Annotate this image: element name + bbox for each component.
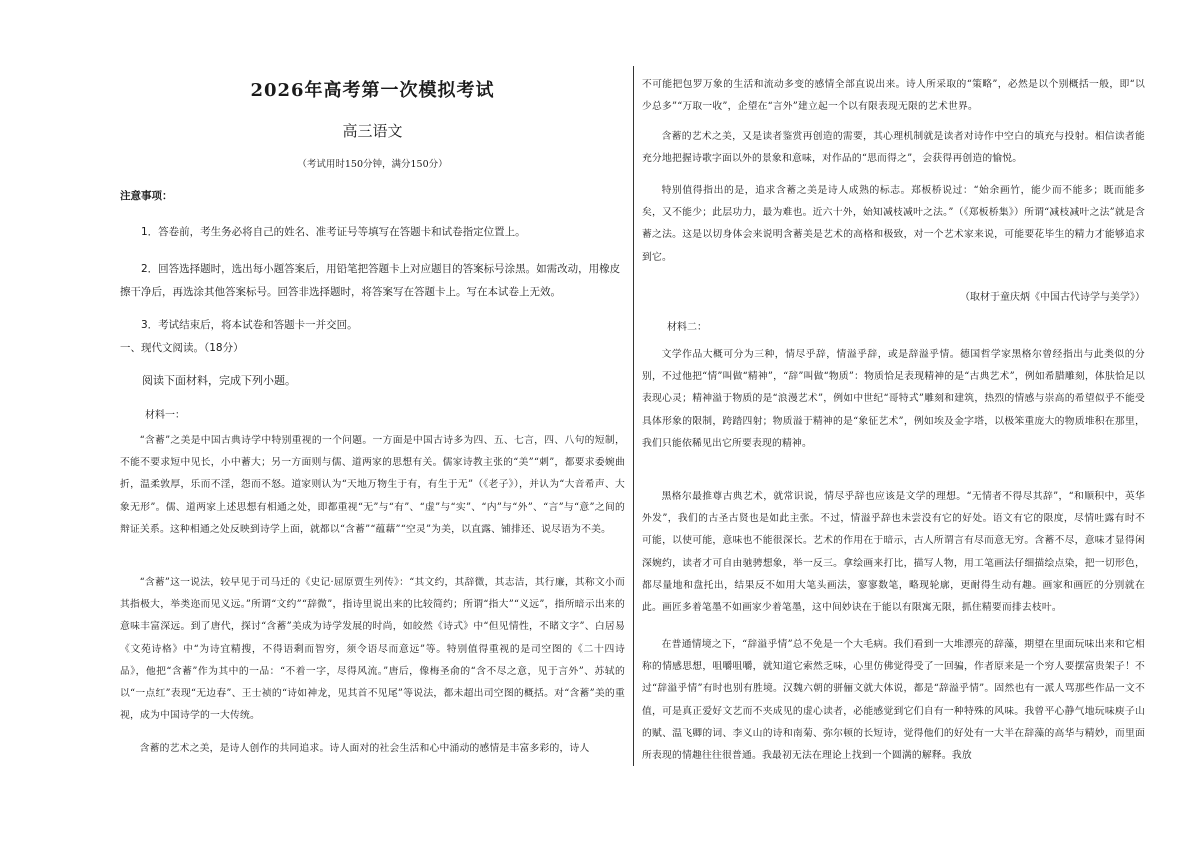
material1-paragraph-2: “含蓄”这一说法，较早见于司马迁的《史记·屈原贾生列传》：“其文约，其辞微，其志洁，其行廉，其称文小而其指极大，举类迩而见义远。”所谓“文约”“辞微”，指诗里说出来的比较简约；所谓“指大”“义远”，指所暗示出来的意味丰富深远。到了唐代，探讨“含蓄”美成为诗学发展的时尚，如皎然《诗式》中“但见情性，不睹文字”、白居易《文苑诗格》中“为诗宜精搜，不得语剩而智穷，须令语尽而意远”等。特别值得重视的是司空图的《二十四诗品》，他把“含蓄”作为其中的一品：“不着一字，尽得风流。”唐后，像梅圣俞的“含不尽之意，见于言外”、苏轼的以“一点红”表现“无边春”、王士祯的“诗如神龙，见其首不见尾”等说法，都未超出司空图的概括。对“含蓄”美的重视，成为中国诗学的一大传统。 [120,577,625,722]
notice-item-3: 3．考试结束后，将本试卷和答题卡一并交回。 [141,319,358,331]
material2-paragraph-2: 黑格尔最推尊古典艺术，就常识说，情尽乎辞也应该是文学的理想。“无情者不得尽其辞”，“和顺积中，英华外发”，我们的古圣古贤也是如此主张。不过，情溢乎辞也未尝没有它的好处。语文有它的限度，尽情吐露有时不可能，以使可能，意味也不能很深长。艺术的作用在于暗示，古人所谓言有尽而意无穷。含蓄不尽，意味才显得闲深婉约，读者才可自由驰骋想象，举一反三。拿绘画来打比，描写人物，用工笔画法仔细描绘点染，把一切形色，都尽量地和盘托出，结果反不如用大笔头画法，寥寥数笔，略现轮廓，更耐得生动有趣。画家和画匠的分别就在此。画匠多着笔墨不如画家少着笔墨，这中间妙诀在于能以有限寓无限，抓住精要而排去枝叶。 [642,491,1145,614]
exam-subject: 高三语文 [342,122,403,140]
exam-info: （考试用时150分钟，满分150分） [297,159,448,170]
reading-instruction: 阅读下面材料，完成下列小题。 [142,374,296,387]
notice-title: 注意事项： [120,190,173,202]
right-paragraph-2: 含蓄的艺术之美，又是读者鉴赏再创造的需要，其心理机制就是读者对诗作中空白的填充与投射。相信读者能充分地把握诗歌字面以外的景象和意味，对作品的“思而得之”，会获得再创造的愉悦。 [642,131,1145,165]
exam-title: 2026年高考第一次模拟考试 [250,80,495,101]
right-paragraph-3: 特别值得指出的是，追求含蓄之美是诗人成熟的标志。郑板桥说过：“始余画竹，能少而不能多；既而能多矣，又不能少；此层功力，最为难也。近六十外，始知减枝减叶之法。”（《郑板桥集》）所谓“减枝减叶之法”就是含蓄之法。这是以切身体会来说明含蓄美是艺术的高格和极致，对一个艺术家来说，可能要花毕生的精力才能够追求到它。 [642,185,1145,263]
right-column [642,0,1145,849]
column-divider [633,66,634,766]
material1-paragraph-1: “含蓄”之美是中国古典诗学中特别重视的一个问题。一方面是中国古诗多为四、五、七言，四、八句的短制，不能不要求短中见长，小中蓄大；另一方面则与儒、道两家的思想有关。儒家诗教主张的“美”“刺”，都要求委婉曲折，温柔敦厚，乐而不淫，怨而不怒。道家则认为“天地万物生于有，有生于无”（《老子》），并认为“大音希声、大象无形”。儒、道两家上述思想有相通之处，即都重视“无”与“有”、“虚”与“实”、“内”与“外”、“言”与“意”之间的辩证关系。这种相通之处反映到诗学上面，就都以“含蓄”“蕴藉”“空灵”为美，以直露、铺排还、说尽语为不美。 [120,435,625,535]
material1-paragraph-3: 含蓄的艺术之美，是诗人创作的共同追求。诗人面对的社会生活和心中涌动的感情是丰富多彩的，诗人 [139,743,590,754]
material2-paragraph-3: 在普通情境之下，“辞溢乎情”总不免是一个大毛病。我们看到一大堆漂亮的辞藻，期望在里面玩味出来和它相称的情感思想，咀嚼咀嚼，就知道它索然乏味，心里仿佛觉得受了一回骗，作者原来是一个穷人要摆富贵架子！不过“辞溢乎情”有时也别有胜境。汉魏六朝的骈俪文就大体说，都是“辞溢乎情”。固然也有一派人骂那些作品一文不值，可是真正爱好文艺而不夹成见的虚心读者，必能感觉到它们自有一种特殊的风味。我曾平心静气地玩味庾子山的赋、温飞卿的词、李义山的诗和南菊、弥尔顿的长短诗，觉得他们的好处有一大半在辞藻的高华与精妙，而里面所表现的情趣往往很普通。我最初无法在理论上找到一个圆满的解释。我放 [642,639,1145,762]
material1-label: 材料一： [145,410,185,421]
material1-source: （取材于童庆炳《中国古代诗学与美学》） [960,292,1145,303]
notice-item-1: 1．答卷前，考生务必将自己的姓名、准考证号等填写在答题卡和试卷指定位置上。 [141,226,526,238]
material2-label: 材料二： [667,322,707,333]
left-column [120,0,625,849]
notice-item-2: 2．回答选择题时，选出每小题答案后，用铅笔把答题卡上对应题目的答案标号涂黑。如需改动，用橡皮擦干净后，再选涂其他答案标号。回答非选择题时，将答案写在答题卡上。写在本试卷上无效。 [120,263,621,298]
right-paragraph-1: 不可能把包罗万象的生活和流动多变的感情全部直说出来。诗人所采取的“策略”，必然是以个别概括一般，即“以少总多”“万取一收”，企望在“言外”建立起一个以有限表现无限的艺术世界。 [642,79,1145,113]
material2-paragraph-1: 文学作品大概可分为三种，情尽乎辞，情溢乎辞，或是辞溢乎情。德国哲学家黑格尔曾经指出与此类似的分别，不过他把“情”叫做“精神”，“辞”叫做“物质”：物质恰足表现精神的是“古典艺术”，例如希腊雕刻，体肤恰足以表现心灵；精神溢于物质的是“浪漫艺术”，例如中世纪“哥特式”雕刻和建筑，热烈的情感与崇高的希望似乎不能受具体形象的限制，跨踏四射；物质溢于精神的是“象征艺术”，例如埃及金字塔，以极笨重庞大的物质堆积在那里，我们只能依稀见出它所要表现的精神。 [642,349,1145,449]
section-heading: 一、现代文阅读。（18分） [120,342,244,354]
